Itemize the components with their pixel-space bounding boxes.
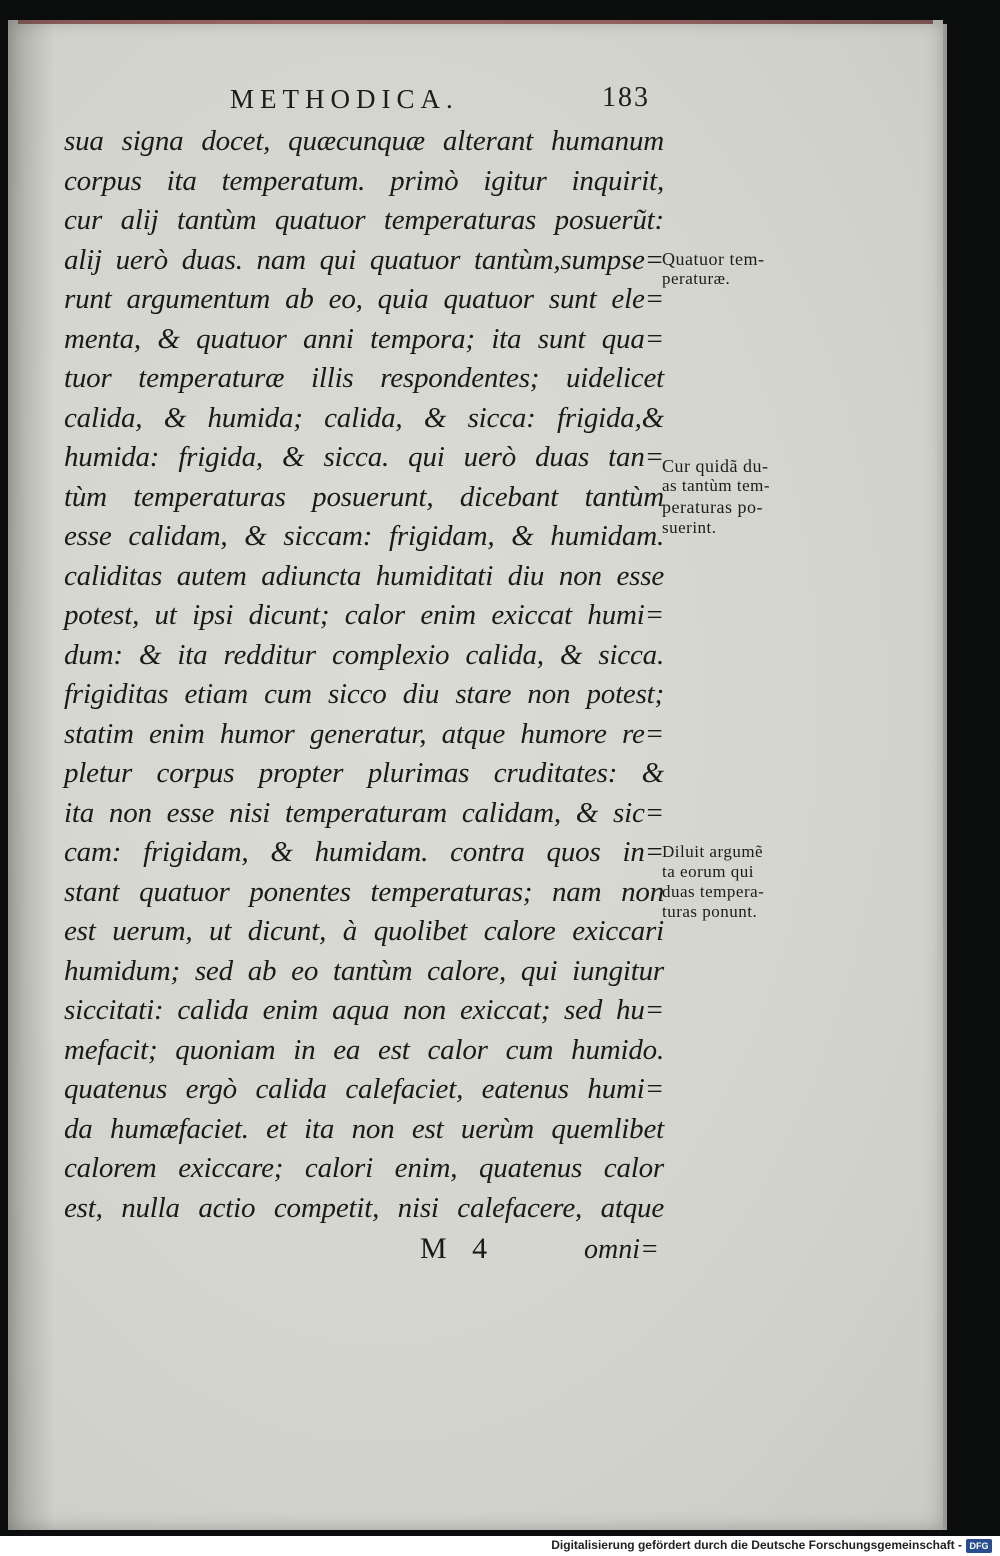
- gutter-shadow: [8, 20, 54, 1530]
- page-number: 183: [602, 82, 650, 113]
- text-line: sua signa docet, quæcunquæ alterant humanum: [64, 125, 664, 157]
- catchword: omni=: [584, 1234, 659, 1265]
- marginal-note: [662, 842, 822, 922]
- running-head: METHODICA.: [230, 84, 459, 114]
- text-line: quatenus ergò calida calefaciet, eatenus humi=: [64, 1073, 664, 1105]
- text-line: est uerum, ut dicunt, à quolibet calore exiccari: [64, 915, 664, 947]
- text-line: dum: & ita redditur complexio calida, & sicca.: [64, 638, 664, 671]
- dfg-logo-icon: DFG: [966, 1539, 992, 1553]
- text-line: esse calidam, & siccam: frigidam, & humidam.: [64, 520, 664, 552]
- text-line: siccitati: calida enim aqua non exiccat; sed hu=: [64, 994, 664, 1026]
- text-line: runt argumentum ab eo, quia quatuor sunt ele=: [64, 283, 664, 315]
- marginal-note-line: turas ponunt.: [662, 902, 758, 921]
- text-line: statim enim humor generatur, atque humore re=: [64, 717, 664, 750]
- text-line: humida: frigida, & sicca. qui uerò duas tan=: [64, 441, 664, 473]
- marginal-note: [662, 455, 822, 537]
- text-line: cam: frigidam, & humidam. contra quos in=: [64, 836, 664, 868]
- marginal-note-line: Quatuor tem-: [662, 249, 765, 269]
- text-line: mefacit; quoniam in ea est calor cum humido.: [64, 1033, 664, 1066]
- text-line: est, nulla actio competit, nisi calefacere, atque: [64, 1191, 664, 1224]
- text-line: pletur corpus propter plurimas cruditates: &: [64, 757, 664, 789]
- text-line: da humæfaciet. et ita non est uerùm quemlibet: [64, 1112, 664, 1145]
- marginal-note-line: suerint.: [662, 518, 717, 537]
- text-line: tùm temperaturas posuerunt, dicebant tantùm: [64, 480, 664, 513]
- page-top-edge: [18, 20, 933, 24]
- marginal-note-line: duas tempera-: [662, 882, 765, 901]
- main-text-block: [64, 122, 664, 1228]
- text-line: cur alij tantùm quatuor temperaturas posuerũt:: [64, 204, 664, 236]
- marginal-note-line: Cur quidã du-: [662, 456, 769, 476]
- signature-mark: M 4: [420, 1232, 488, 1265]
- text-line: calida, & humida; calida, & sicca: frigida,&: [64, 401, 664, 434]
- marginal-note-line: as tantùm tem-: [662, 476, 771, 495]
- text-line: stant quatuor ponentes temperaturas; nam non: [64, 875, 664, 908]
- text-line: frigiditas etiam cum sicco diu stare non potest;: [64, 678, 664, 710]
- text-line: calorem exiccare; calori enim, quatenus calor: [64, 1152, 664, 1184]
- text-line: menta, & quatuor anni tempora; ita sunt qua=: [64, 322, 664, 355]
- text-line: humidum; sed ab eo tantùm calore, qui iungitur: [64, 954, 664, 987]
- footer-credit: Digitalisierung gefördert durch die Deutsche Forschungsgemeinschaft -: [551, 1538, 962, 1552]
- text-line: corpus ita temperatum. primò igitur inquirit,: [64, 164, 664, 197]
- text-line: alij uerò duas. nam qui quatuor tantùm,sumpse=: [64, 243, 664, 276]
- marginal-note-line: ta eorum qui: [662, 862, 754, 881]
- text-line: caliditas autem adiuncta humiditati diu non esse: [64, 559, 664, 592]
- marginal-note: [662, 248, 822, 288]
- text-line: potest, ut ipsi dicunt; calor enim exiccat humi=: [64, 599, 664, 631]
- text-line: ita non esse nisi temperaturam calidam, & sic=: [64, 796, 664, 829]
- marginal-note-line: Diluit argumẽ: [662, 842, 764, 861]
- text-line: tuor temperaturæ illis respondentes; uidelicet: [64, 362, 664, 394]
- marginal-note-line: peraturas po-: [662, 497, 763, 517]
- page-right-edge: [943, 24, 947, 1530]
- marginal-note-line: peraturæ.: [662, 269, 731, 288]
